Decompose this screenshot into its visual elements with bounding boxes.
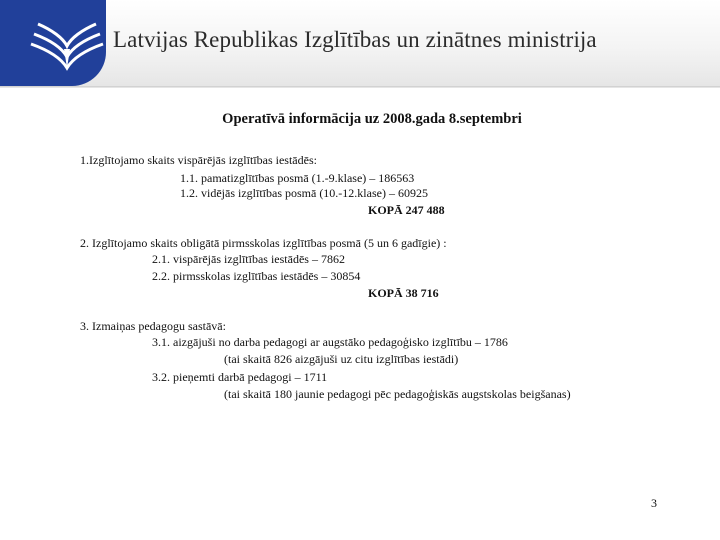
header-divider <box>0 86 720 88</box>
section3-item2: 3.2. pieņemti darbā pedagogi – 1711 <box>152 370 328 384</box>
section1-item2: 1.2. vidējās izglītības posmā (10.-12.klase) – 60925 <box>180 186 428 200</box>
open-book-logo-icon <box>30 16 104 72</box>
section2-total: KOPĀ 38 716 <box>368 286 439 300</box>
section3-item1-note: (tai skaitā 826 aizgājuši uz citu izglītības iestādi) <box>224 352 459 366</box>
section2-item2: 2.2. pirmsskolas izglītības iestādēs – 30854 <box>152 269 361 283</box>
section2-heading: 2. Izglītojamo skaits obligātā pirmsskolas izglītības posmā (5 un 6 gadīgie) : <box>80 236 447 250</box>
section1-heading: 1.Izglītojamo skaits vispārējās izglītības iestādēs: <box>80 153 317 167</box>
page-number: 3 <box>651 496 657 510</box>
section1-item1: 1.1. pamatizglītības posmā (1.-9.klase) – 186563 <box>180 171 415 185</box>
section1-total: KOPĀ 247 488 <box>368 203 445 217</box>
section3-item1: 3.1. aizgājuši no darba pedagogi ar augstāko pedagoģisko izglītību – 1786 <box>152 335 508 349</box>
section3-item2-note: (tai skaitā 180 jaunie pedagogi pēc pedagoģiskās augstskolas beigšanas) <box>224 387 571 401</box>
ministry-title: Latvijas Republikas Izglītības un zinātnes ministrija <box>113 27 597 52</box>
header <box>0 0 720 88</box>
document-title: Operatīvā informācija uz 2008.gada 8.septembri <box>222 111 522 127</box>
section2-item1: 2.1. vispārējās izglītības iestādēs – 7862 <box>152 252 345 266</box>
section3-heading: 3. Izmaiņas pedagogu sastāvā: <box>80 319 226 333</box>
